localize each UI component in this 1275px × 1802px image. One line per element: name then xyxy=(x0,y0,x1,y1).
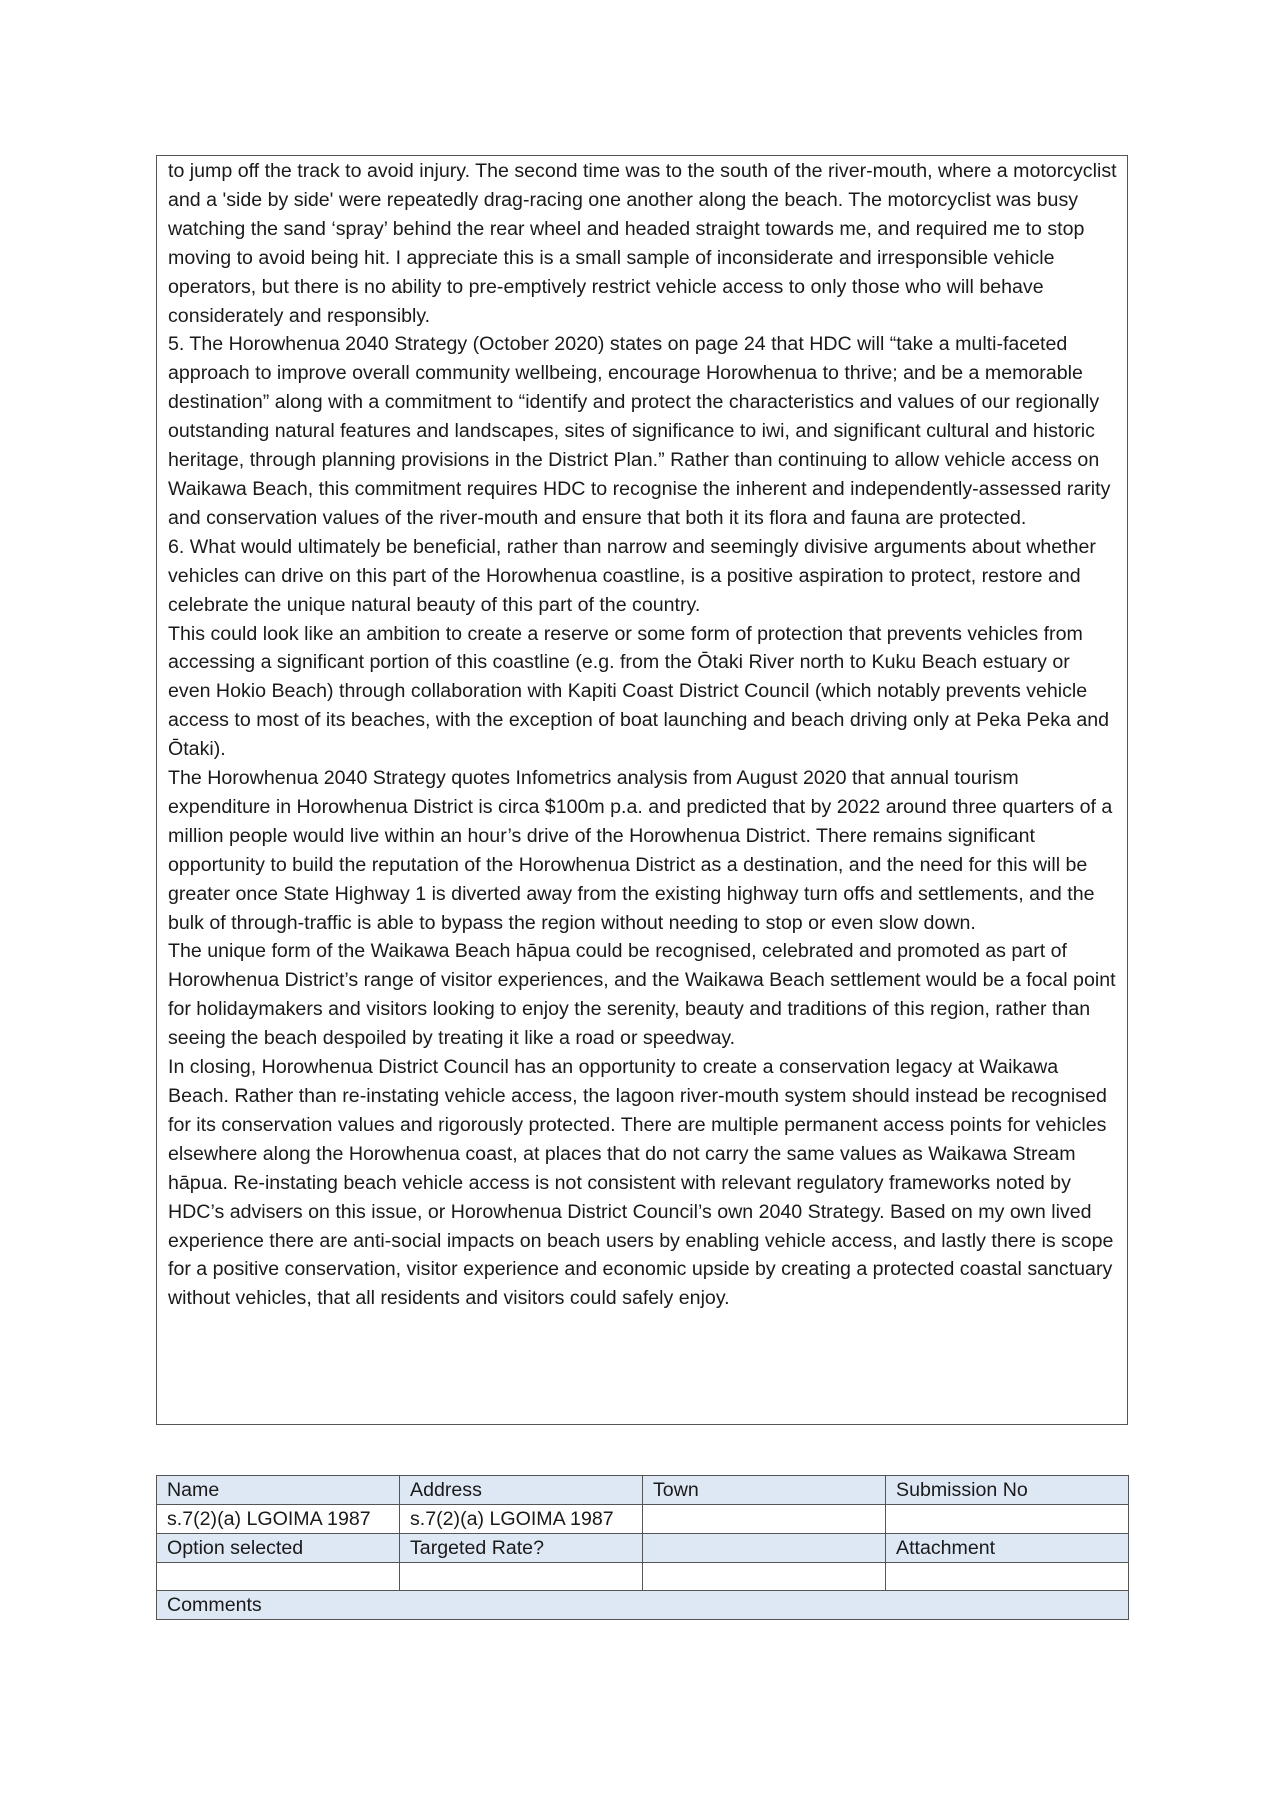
targeted-rate-header: Targeted Rate? xyxy=(400,1534,643,1563)
table-row xyxy=(157,1476,1129,1505)
option-selected-header: Option selected xyxy=(157,1534,400,1563)
table-row xyxy=(157,1534,1129,1563)
address-value: s.7(2)(a) LGOIMA 1987 xyxy=(400,1505,643,1534)
blank-header xyxy=(643,1534,886,1563)
name-header: Name xyxy=(157,1476,400,1505)
paragraph-vehicle-encounters: to jump off the track to avoid injury. The second time was to the south of the river-mouth, where a motorcyclist and a 'side by side' were repeatedly drag-racing one another along the beach. The motorcyclist was busy watching the sand ‘spray’ behind the rear wheel and headed straight towards me, and required me to stop moving to avoid being hit. I appreciate this is a small sample of inconsiderate and irresponsible vehicle operators, but there is no ability to pre-emptively restrict vehicle access to only those who will behave considerately and responsibly. xyxy=(168,160,1117,327)
paragraph-hapua: The unique form of the Waikawa Beach hāpua could be recognised, celebrated and promoted as part of Horowhenua District’s range of visitor experiences, and the Waikawa Beach settlement would be a focal point for holidaymakers and visitors looking to enjoy the serenity, beauty and traditions of this region, rather than seeing the beach despoiled by treating it like a road or speedway. xyxy=(168,940,1116,1050)
paragraph-reserve-ambition: This could look like an ambition to create a reserve or some form of protection that prevents vehicles from accessing a significant portion of this coastline (e.g. from the Ōtaki River north to Kuku Beach estuary or even Hokio Beach) through collaboration with Kapiti Coast District Council (which notably prevents vehicle access to most of its beaches, with the exception of boat launching and beach driving only at Peka Peka and Ōtaki). xyxy=(168,622,1110,761)
paragraph-point-5: 5. The Horowhenua 2040 Strategy (October 2020) states on page 24 that HDC will “take a multi-faceted approach to improve overall community wellbeing, encourage Horowhenua to thrive; and be a memorable destination” along with a commitment to “identify and protect the characteristics and values of our regionally outstanding natural features and landscapes, sites of significance to iwi, and significant cultural and historic heritage, through planning provisions in the District Plan.” Rather than continuing to allow vehicle access on Waikawa Beach, this commitment requires HDC to recognise the inherent and independently-assessed rarity and conservation values of the river-mouth and ensure that both it its flora and fauna are protected. xyxy=(168,333,1111,529)
submission-no-header: Submission No xyxy=(886,1476,1129,1505)
table-row xyxy=(157,1563,1129,1591)
table-row xyxy=(157,1591,1129,1620)
option-selected-value xyxy=(157,1563,400,1591)
targeted-rate-value xyxy=(400,1563,643,1591)
paragraph-tourism: The Horowhenua 2040 Strategy quotes Infometrics analysis from August 2020 that annual tourism expenditure in Horowhenua District is circa $100m p.a. and predicted that by 2022 around three quarters of a million people would live within an hour’s drive of the Horowhenua District. There remains significant opportunity to build the reputation of the Horowhenua District as a destination, and the need for this will be greater once State Highway 1 is diverted away from the existing highway turn offs and settlements, and the bulk of through-traffic is able to bypass the region without needing to stop or even slow down. xyxy=(168,767,1113,934)
address-header: Address xyxy=(400,1476,643,1505)
name-value: s.7(2)(a) LGOIMA 1987 xyxy=(157,1505,400,1534)
blank-value xyxy=(643,1563,886,1591)
paragraph-point-6: 6. What would ultimately be beneficial, rather than narrow and seemingly divisive arguments about whether vehicles can drive on this part of the Horowhenua coastline, is a positive aspiration to protect, restore and celebrate the unique natural beauty of this part of the country. xyxy=(168,535,1096,616)
submission-form-table xyxy=(156,1475,1129,1620)
attachment-value xyxy=(886,1563,1129,1591)
attachment-header: Attachment xyxy=(886,1534,1129,1563)
comments-header: Comments xyxy=(157,1591,1129,1620)
town-value xyxy=(643,1505,886,1534)
submission-text-box xyxy=(156,155,1128,1425)
town-header: Town xyxy=(643,1476,886,1505)
table-row xyxy=(157,1505,1129,1534)
submission-no-value xyxy=(886,1505,1129,1534)
paragraph-closing: In closing, Horowhenua District Council has an opportunity to create a conservation legacy at Waikawa Beach. Rather than re-instating vehicle access, the lagoon river-mouth system should instead be recognised for its conservation values and rigorously protected. There are multiple permanent access points for vehicles elsewhere along the Horowhenua coast, at places that do not carry the same values as Waikawa Stream hāpua. Re-instating beach vehicle access is not consistent with relevant regulatory frameworks noted by HDC’s advisers on this issue, or Horowhenua District Council’s own 2040 Strategy. Based on my own lived experience there are anti-social impacts on beach users by enabling vehicle access, and lastly there is scope for a positive conservation, visitor experience and economic upside by creating a protected coastal sanctuary without vehicles, that all residents and visitors could safely enjoy. xyxy=(168,1056,1114,1310)
